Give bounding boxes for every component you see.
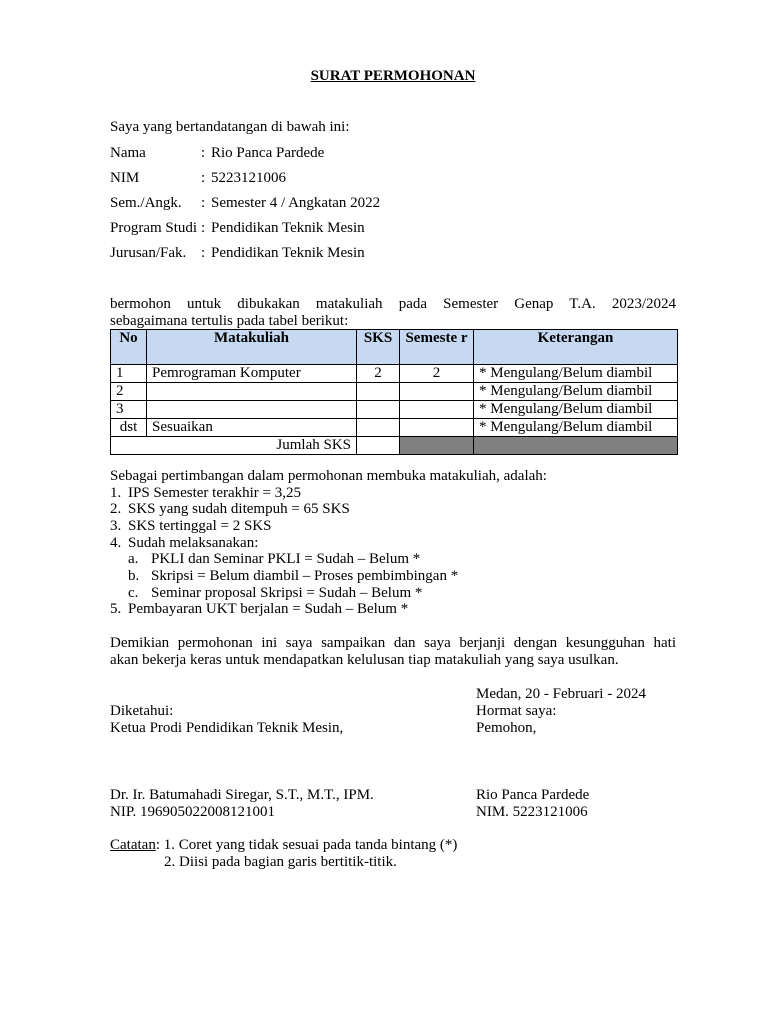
- list-item: Sudah melaksanakan:: [128, 535, 259, 551]
- cell-note: * Mengulang/Belum diambil: [474, 365, 678, 383]
- list-item: SKS tertinggal = 2 SKS: [128, 518, 272, 534]
- field-label-nim: NIM: [110, 170, 140, 186]
- right-signer-name: Rio Panca Pardede: [476, 787, 590, 803]
- field-label-semester: Sem./Angk.: [110, 195, 182, 211]
- cell-course: [147, 401, 357, 419]
- cell-sks: 2: [357, 365, 400, 383]
- cell-course: Sesuaikan: [147, 419, 357, 437]
- field-colon: :: [201, 245, 206, 261]
- list-item: Pembayaran UKT berjalan = Sudah – Belum *: [128, 601, 409, 617]
- field-value-name: Rio Panca Pardede: [211, 145, 325, 161]
- right-signer-id: NIM. 5223121006: [476, 804, 588, 820]
- field-label-name: Nama: [110, 145, 146, 161]
- header-course: Matakuliah: [147, 330, 357, 365]
- left-sign-line-1: Diketahui:: [110, 703, 174, 719]
- field-colon: :: [201, 220, 206, 236]
- course-table: [110, 329, 678, 455]
- total-sks-label: Jumlah SKS: [111, 437, 357, 455]
- cell-course: Pemrograman Komputer: [147, 365, 357, 383]
- cell-semester: [400, 419, 474, 437]
- header-no: No: [111, 330, 147, 365]
- table-header-row: [111, 330, 678, 365]
- cell-no: 1: [111, 365, 147, 383]
- field-value-program: Pendidikan Teknik Mesin: [211, 220, 365, 236]
- table-row: [111, 383, 678, 401]
- header-sks: SKS: [357, 330, 400, 365]
- right-sign-line-1: Hormat saya:: [476, 703, 557, 719]
- closing-line-1: Demikian permohonan ini saya sampaikan dan saya berjanji dengan kesungguhan hati: [110, 635, 676, 651]
- field-colon: :: [201, 145, 206, 161]
- table-total-row: [111, 437, 678, 455]
- cell-note: * Mengulang/Belum diambil: [474, 383, 678, 401]
- sublist-item: PKLI dan Seminar PKLI = Sudah – Belum *: [151, 551, 421, 567]
- left-sign-line-2: Ketua Prodi Pendidikan Teknik Mesin,: [110, 720, 344, 736]
- intro-text: Saya yang bertandatangan di bawah ini:: [110, 119, 350, 135]
- cell-sks: [357, 383, 400, 401]
- shaded-cell: [400, 437, 474, 455]
- cell-sks: [357, 419, 400, 437]
- sublist-letter: c.: [128, 585, 139, 601]
- header-semester: Semeste r: [400, 330, 474, 365]
- left-signer-name: Dr. Ir. Batumahadi Siregar, S.T., M.T., IPM.: [110, 787, 374, 803]
- cell-no: 2: [111, 383, 147, 401]
- cell-sks: [357, 401, 400, 419]
- note-item: 2. Diisi pada bagian garis bertitik-titik.: [164, 854, 397, 870]
- cell-note: * Mengulang/Belum diambil: [474, 419, 678, 437]
- field-value-nim: 5223121006: [211, 170, 286, 186]
- field-label-department: Jurusan/Fak.: [110, 245, 187, 261]
- sublist-item: Skripsi = Belum diambil – Proses pembimbingan *: [151, 568, 459, 584]
- list-number: 4.: [110, 535, 122, 551]
- field-colon: :: [201, 195, 206, 211]
- table-row: [111, 401, 678, 419]
- request-line-2: sebagaimana tertulis pada tabel berikut:: [110, 313, 349, 329]
- notes-block: [110, 837, 457, 854]
- right-sign-line-2: Pemohon,: [476, 720, 537, 736]
- letter-title: SURAT PERMOHONAN: [310, 68, 476, 84]
- letter-date: Medan, 20 - Februari - 2024: [476, 686, 646, 702]
- cell-note: * Mengulang/Belum diambil: [474, 401, 678, 419]
- cell-no: 3: [111, 401, 147, 419]
- list-item: IPS Semester terakhir = 3,25: [128, 485, 302, 501]
- cell-course: [147, 383, 357, 401]
- list-number: 5.: [110, 601, 122, 617]
- closing-line-2: akan bekerja keras untuk mendapatkan kelulusan tiap matakuliah yang saya usulkan.: [110, 652, 619, 668]
- notes-label: Catatan: [110, 837, 156, 853]
- total-sks-value: [357, 437, 400, 455]
- cell-semester: [400, 383, 474, 401]
- cell-no: dst: [111, 419, 147, 437]
- request-line-1: bermohon untuk dibukakan matakuliah pada Semester Genap T.A. 2023/2024: [110, 296, 676, 312]
- field-value-semester: Semester 4 / Angkatan 2022: [211, 195, 381, 211]
- list-item: SKS yang sudah ditempuh = 65 SKS: [128, 501, 350, 517]
- shaded-cell: [474, 437, 678, 455]
- considerations-intro: Sebagai pertimbangan dalam permohonan membuka matakuliah, adalah:: [110, 468, 547, 484]
- cell-semester: [400, 401, 474, 419]
- sublist-letter: a.: [128, 551, 139, 567]
- left-signer-id: NIP. 196905022008121001: [110, 804, 276, 820]
- cell-semester: 2: [400, 365, 474, 383]
- list-number: 1.: [110, 485, 122, 501]
- field-value-department: Pendidikan Teknik Mesin: [211, 245, 365, 261]
- table-row: [111, 365, 678, 383]
- field-label-program: Program Studi: [110, 220, 198, 236]
- field-colon: :: [201, 170, 206, 186]
- list-number: 3.: [110, 518, 122, 534]
- notes-colon: :: [155, 837, 160, 853]
- table-row: [111, 419, 678, 437]
- note-item: 1. Coret yang tidak sesuai pada tanda bintang (*): [163, 837, 458, 853]
- sublist-letter: b.: [128, 568, 140, 584]
- header-note: Keterangan: [474, 330, 678, 365]
- list-number: 2.: [110, 501, 122, 517]
- sublist-item: Seminar proposal Skripsi = Sudah – Belum *: [151, 585, 423, 601]
